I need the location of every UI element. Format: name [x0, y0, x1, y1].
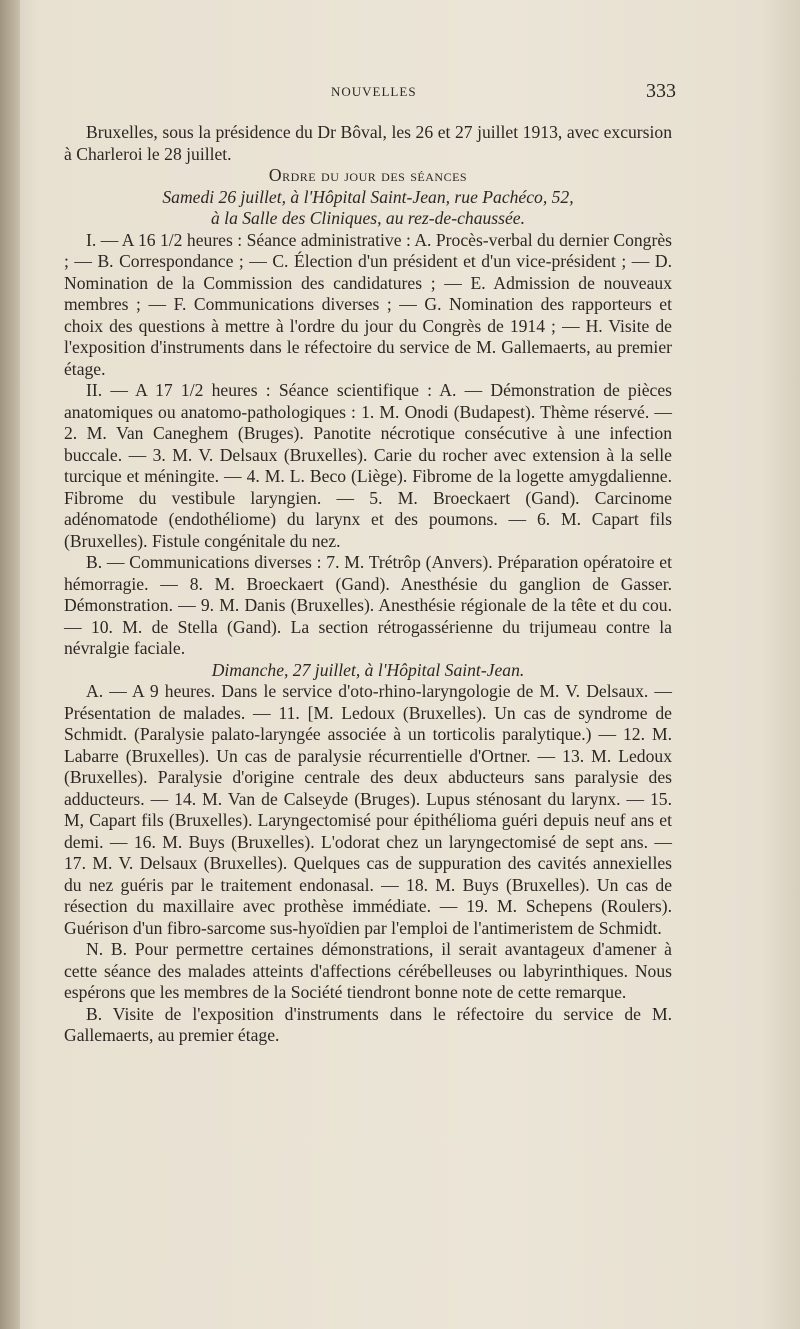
sunday-section-b-paragraph: B. Visite de l'exposition d'instruments dans le réfectoire du service de M. Gallemaerts, au premier étage.	[64, 1003, 672, 1045]
section-b-paragraph: B. — Communications diverses : 7. M. Trétrôp (Anvers). Préparation opératoire et hémorragie. — 8. M. Broeckaert (Gand). Anesthésie du ganglion de Gasser. Démonstration. — 9. M. Danis (Bruxelles). Anesthésie régionale de la tête et du cou. — 10. M. de Stella (Gand). La section rétrogassérienne du trijumeau contre la névralgie faciale.	[64, 552, 672, 658]
page-header	[66, 78, 680, 108]
running-title: NOUVELLES	[331, 84, 417, 99]
saturday-heading-line1: Samedi 26 juillet, à l'Hôpital Saint-Jean, rue Pachéco, 52,	[162, 186, 574, 207]
section-ii-paragraph: II. — A 17 1/2 heures : Séance scientifique : A. — Démonstration de pièces anatomiques ou anatomo-pathologiques : 1. M. Onodi (Budapest). Thème réservé. — 2. M. Van Caneghem (Bruges). Panotite nécrotique consécutive à une infection buccale. — 3. M. V. Delsaux (Bruxelles). Carie du rocher avec extension à la selle turcique et méningite. — 4. M. L. Beco (Liège). Fibrome de la logette amygdalienne. Fibrome du vestibule laryngien. — 5. M. Broeckaert (Gand). Carcinome adénomatode (endothéliome) du larynx et des poumons. — 6. M. Capart fils (Bruxelles). Fistule congénitale du nez.	[64, 380, 672, 551]
binding-gutter	[0, 0, 20, 1329]
intro-paragraph: Bruxelles, sous la présidence du Dr Bôval, les 26 et 27 juillet 1913, avec excursion à Charleroi le 28 juillet.	[64, 122, 672, 164]
sunday-heading: Dimanche, 27 juillet, à l'Hôpital Saint-Jean.	[211, 659, 525, 680]
saturday-heading-line2: à la Salle des Cliniques, au rez-de-chaussée.	[210, 208, 526, 228]
page-number: 333	[646, 80, 676, 102]
order-heading: Ordre du jour des séances	[268, 165, 468, 185]
sunday-section-a-paragraph: A. — A 9 heures. Dans le service d'oto-rhino-laryngologie de M. V. Delsaux. — Présentation de malades. — 11. [M. Ledoux (Bruxelles). Un cas de syndrome de Schmidt. (Paralysie palato-laryngée associée à un torticolis paralytique.) — 12. M. Labarre (Bruxelles). Un cas de paralysie récurrentielle d'Ortner. — 13. M. Ledoux (Bruxelles). Paralysie d'origine centrale des deux abducteurs sans paralysie des adducteurs. — 14. M. Van de Calseyde (Bruges). Lupus sténosant du larynx. — 15. M, Capart fils (Bruxelles). Laryngectomisé pour épithélioma guéri depuis neuf ans et demi. — 16. M. Buys (Bruxelles). L'odorat chez un laryngectomisé de sept ans. — 17. M. V. Delsaux (Bruxelles). Quelques cas de suppuration des cavités annexielles du nez guéris par le traitement endonasal. — 18. M. Buys (Bruxelles). Un cas de résection du maxillaire avec prothèse immédiate. — 19. M. Schepens (Roulers). Guérison d'un fibro-sarcome sus-hyoïdien par l'emploi de l'antimeristem de Schmidt.	[64, 681, 672, 938]
page-body	[64, 122, 672, 1047]
section-i-paragraph: I. — A 16 1/2 heures : Séance administrative : A. Procès-verbal du dernier Congrès ; — B. Correspondance ; — C. Élection d'un président et d'un vice-président ; — D. Nomination de la Commission des candidatures ; — E. Admission de nouveaux membres ; — F. Communications diverses ; — G. Nomination des rapporteurs et choix des questions à mettre à l'ordre du jour du Congrès de 1914 ; — H. Visite de l'exposition d'instruments dans le réfectoire du service de M. Gallemaerts, au premier étage.	[64, 229, 672, 379]
nota-bene-paragraph: N. B. Pour permettre certaines démonstrations, il serait avantageux d'amener à cette séance des malades atteints d'affections cérébelleuses ou labyrinthiques. Nous espérons que les membres de la Société tiendront bonne note de cette remarque.	[64, 939, 672, 1002]
